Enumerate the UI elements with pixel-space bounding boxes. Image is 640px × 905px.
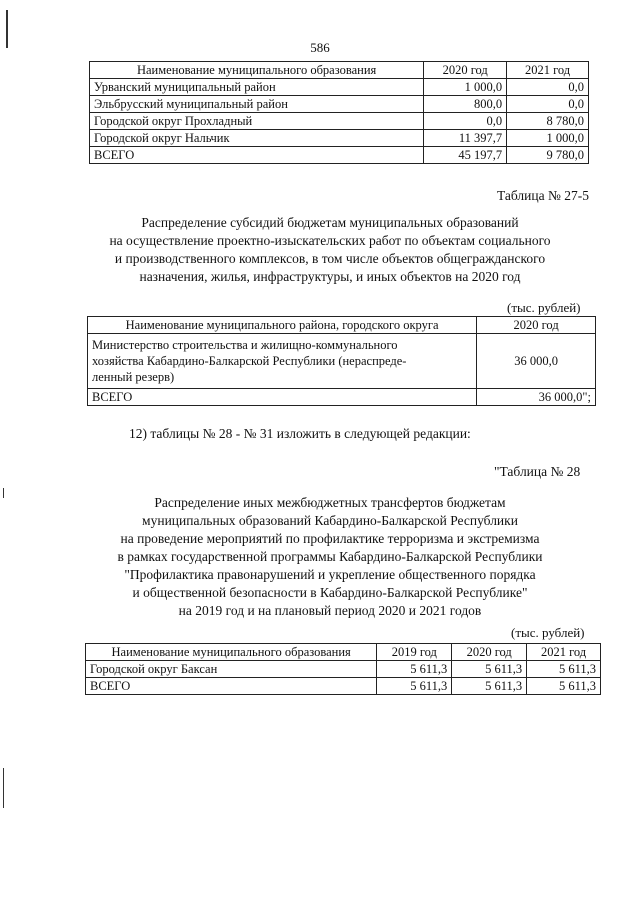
title-line: Распределение иных межбюджетных трансфертов бюджетам bbox=[154, 495, 506, 510]
value-2020: 5 611,3 bbox=[452, 678, 527, 695]
table-row bbox=[90, 113, 589, 130]
row-name: Городской округ Нальчик bbox=[90, 130, 424, 147]
value-2020: 11 397,7 bbox=[424, 130, 507, 147]
column-header: 2021 год bbox=[527, 644, 601, 661]
row-name: ВСЕГО bbox=[90, 147, 424, 164]
title-line: назначения, жилья, инфраструктуры, и иных объектов на 2020 год bbox=[139, 269, 521, 284]
title-line: "Профилактика правонарушений и укрепление общественного порядка bbox=[124, 567, 536, 582]
title-line: в рамках государственной программы Кабардино-Балкарской Республики bbox=[117, 549, 543, 564]
value-2019: 5 611,3 bbox=[377, 661, 452, 678]
value-2021: 1 000,0 bbox=[507, 130, 589, 147]
value-2020: 0,0 bbox=[424, 113, 507, 130]
column-header: Наименование муниципального района, городского округа bbox=[88, 317, 477, 334]
title-line: на осуществление проектно-изыскательских работ по объектам социального bbox=[109, 233, 551, 248]
table-row bbox=[88, 334, 596, 389]
row-name: Городской округ Баксан bbox=[86, 661, 377, 678]
table-28-title bbox=[60, 494, 600, 620]
table-row bbox=[86, 661, 601, 678]
row-name-line: хозяйства Кабардино-Балкарской Республики (нераспреде- bbox=[92, 354, 407, 368]
page-number: 586 bbox=[310, 40, 330, 55]
column-header: 2020 год bbox=[452, 644, 527, 661]
row-name bbox=[88, 334, 477, 389]
table-header-row bbox=[88, 317, 596, 334]
table-27-5 bbox=[87, 316, 596, 406]
row-name: Урванский муниципальный район bbox=[90, 79, 424, 96]
amendment-instruction: 12) таблицы № 28 - № 31 изложить в следующей редакции: bbox=[129, 426, 471, 441]
table-total-row bbox=[88, 389, 596, 406]
scan-margin-mark bbox=[3, 488, 4, 498]
units-label: (тыс. рублей) bbox=[507, 300, 581, 315]
table-27-5-number: Таблица № 27-5 bbox=[497, 188, 589, 203]
table-header-row bbox=[86, 644, 601, 661]
value-2020: 36 000,0"; bbox=[477, 389, 596, 406]
table-28-number: "Таблица № 28 bbox=[494, 464, 581, 479]
column-header: 2020 год bbox=[477, 317, 596, 334]
scan-margin-mark bbox=[3, 768, 4, 808]
value-2019: 5 611,3 bbox=[377, 678, 452, 695]
row-name-line: ленный резерв) bbox=[92, 370, 175, 384]
row-name: ВСЕГО bbox=[86, 678, 377, 695]
value-2021: 0,0 bbox=[507, 79, 589, 96]
column-header: Наименование муниципального образования bbox=[86, 644, 377, 661]
table-row bbox=[90, 130, 589, 147]
title-line: и общественной безопасности в Кабардино-Балкарской Республике" bbox=[132, 585, 528, 600]
title-line: муниципальных образований Кабардино-Балкарской Республики bbox=[142, 513, 518, 528]
value-2021: 5 611,3 bbox=[527, 661, 601, 678]
units-label: (тыс. рублей) bbox=[511, 625, 585, 640]
row-name: ВСЕГО bbox=[88, 389, 477, 406]
row-name: Городской округ Прохладный bbox=[90, 113, 424, 130]
table-27-5-title bbox=[60, 214, 600, 286]
table-total-row bbox=[90, 147, 589, 164]
value-2020: 36 000,0 bbox=[477, 334, 596, 389]
row-name: Эльбрусский муниципальный район bbox=[90, 96, 424, 113]
value-2020: 45 197,7 bbox=[424, 147, 507, 164]
title-line: и производственного комплексов, в том числе объектов общегражданского bbox=[114, 251, 546, 266]
column-header: Наименование муниципального образования bbox=[90, 62, 424, 79]
table-row bbox=[90, 96, 589, 113]
value-2020: 1 000,0 bbox=[424, 79, 507, 96]
table-total-row bbox=[86, 678, 601, 695]
title-line: на 2019 год и на плановый период 2020 и 2021 годов bbox=[178, 603, 482, 618]
value-2021: 9 780,0 bbox=[507, 147, 589, 164]
table-header-row bbox=[90, 62, 589, 79]
title-line: на проведение мероприятий по профилактике терроризма и экстремизма bbox=[120, 531, 540, 546]
continuation-table bbox=[89, 61, 589, 164]
value-2021: 0,0 bbox=[507, 96, 589, 113]
table-row bbox=[90, 79, 589, 96]
column-header: 2019 год bbox=[377, 644, 452, 661]
table-28 bbox=[85, 643, 601, 695]
title-line: Распределение субсидий бюджетам муниципальных образований bbox=[141, 215, 519, 230]
row-name-line: Министерство строительства и жилищно-коммунального bbox=[92, 338, 398, 352]
value-2021: 5 611,3 bbox=[527, 678, 601, 695]
column-header: 2021 год bbox=[507, 62, 589, 79]
value-2020: 5 611,3 bbox=[452, 661, 527, 678]
value-2021: 8 780,0 bbox=[507, 113, 589, 130]
value-2020: 800,0 bbox=[424, 96, 507, 113]
column-header: 2020 год bbox=[424, 62, 507, 79]
